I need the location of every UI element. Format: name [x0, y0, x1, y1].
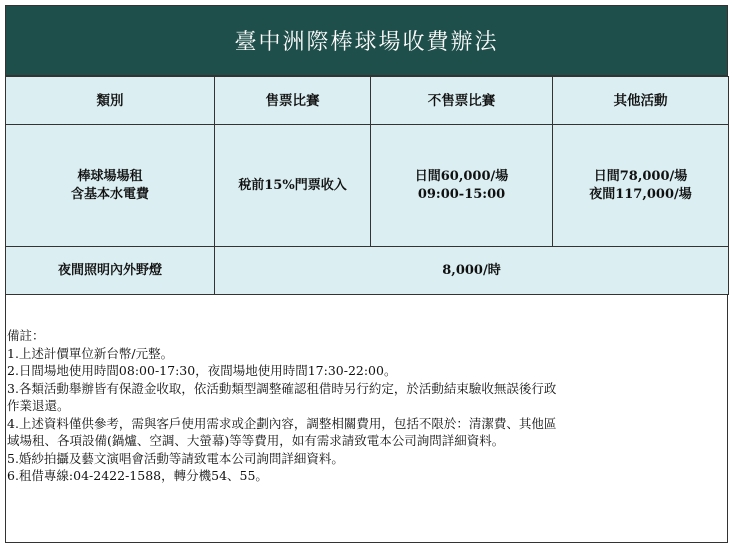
- header-category: 類別: [6, 77, 215, 125]
- row1-category-line1: 棒球場場租: [77, 168, 143, 184]
- table-header-row: [6, 77, 729, 125]
- note-line: 2.日間場地使用時間08:00-17:30，夜間場地使用時間17:30-22:00。: [7, 363, 397, 378]
- note-line: 作業退還。: [7, 398, 70, 413]
- table-row: [6, 247, 729, 295]
- row2-category: 夜間照明內外野燈: [6, 247, 215, 295]
- row1-non-ticketed-cell: [371, 125, 553, 247]
- row1-other-line1: 日間78,000/場: [593, 168, 688, 184]
- header-other: 其他活動: [553, 77, 729, 125]
- notes-heading: 備註：: [7, 328, 45, 343]
- row1-other-cell: [553, 125, 729, 247]
- row1-ticketed: 稅前15%門票收入: [215, 125, 371, 247]
- note-line: 5.婚紗拍攝及藝文演唱會活動等請致電本公司詢問詳細資料。: [7, 450, 344, 466]
- header-non-ticketed: 不售票比賽: [371, 77, 553, 125]
- note-line: 1.上述計價單位新台幣/元整。: [7, 345, 174, 361]
- row1-category-cell: [6, 125, 215, 247]
- notes-section: [7, 327, 725, 485]
- header-ticketed: 售票比賽: [215, 77, 371, 125]
- note-line: 域場租、各項設備(鍋爐、空調、大螢幕)等等費用，如有需求請致電本公司詢問詳細資料。: [7, 433, 505, 448]
- table-row: [6, 125, 729, 247]
- note-line: 3.各類活動舉辦皆有保證金收取，依活動類型調整確認租借時另行約定，於活動結束驗收無誤後行政: [7, 380, 557, 396]
- note-line: 6.租借專線:04-2422-1588，轉分機54、55。: [7, 468, 268, 483]
- row2-value: 8,000/時: [215, 247, 729, 295]
- note-line: 4.上述資料僅供參考，需與客戶使用需求或企劃內容，調整相關費用，包括不限於：清潔費、其他區: [7, 415, 557, 431]
- row1-category-line2: 含基本水電費: [70, 186, 149, 202]
- row1-other-line2: 夜間117,000/場: [589, 186, 692, 202]
- fee-table: [5, 76, 729, 295]
- page-title: 臺中洲際棒球場收費辦法: [5, 5, 728, 76]
- row1-non-ticketed-line2: 09:00-15:00: [417, 186, 506, 202]
- row1-non-ticketed-line1: 日間60,000/場: [414, 168, 509, 184]
